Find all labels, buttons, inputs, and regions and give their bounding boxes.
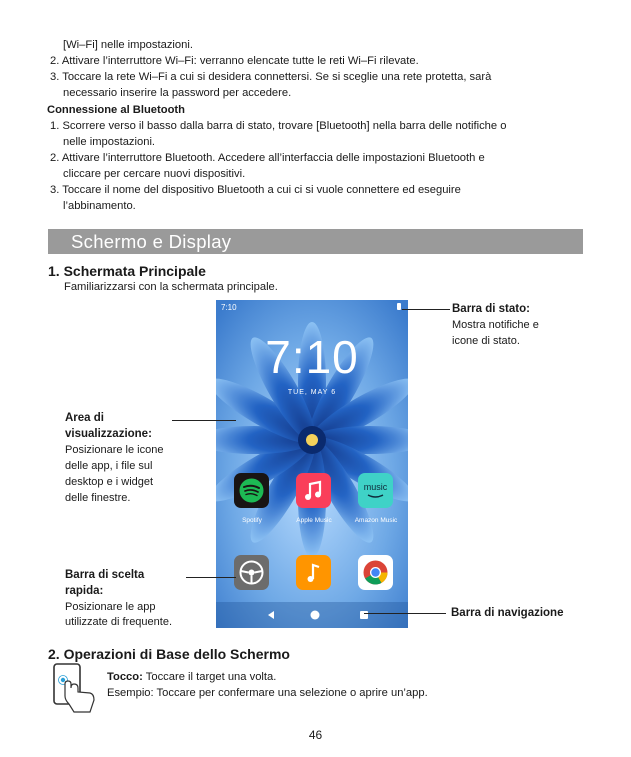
home-heading: 1. Schermata Principale [48,263,206,279]
display-annotation-title-2: visualizzazione: [65,428,152,440]
bluetooth-step-1b: nelle impostazioni. [63,136,156,148]
display-area-pointer [172,420,236,421]
bluetooth-heading: Connessione al Bluetooth [47,104,185,116]
nav-icons [216,602,408,628]
home-subtitle: Familiarizzarsi con la schermata principale. [64,281,278,293]
dock-annotation-title-1: Barra di scelta [65,569,145,581]
music-note-icon [296,555,331,590]
home-icon [311,611,320,620]
dock-music-app[interactable] [296,555,331,590]
dock-settings-app[interactable] [234,555,269,590]
tap-text: Toccare il target una volta. [142,671,277,683]
bluetooth-step-1a: 1. Scorrere verso il basso dalla barra di stato, trovare [Bluetooth] nella barra delle notifiche o [50,120,507,132]
amazon-music-app-icon[interactable] [358,473,393,508]
intro-line-3b: necessario inserire la password per accedere. [63,87,292,99]
apple-music-app-icon[interactable] [296,473,331,508]
spotify-app-icon[interactable] [234,473,269,508]
intro-line-1: [Wi–Fi] nelle impostazioni. [63,39,193,51]
amazon-music-icon-text: music [363,482,388,492]
bluetooth-step-2b: cliccare per cercare nuovi dispositivi. [63,168,246,180]
dock-annotation-title-2: rapida: [65,585,104,597]
tap-gesture-icon [50,662,100,716]
display-annotation-title-1: Area di [65,412,104,424]
app-label-amazon-music: Amazon Music [354,517,398,524]
intro-line-3a: 3. Toccare la rete Wi–Fi a cui si desidera connettersi. Se si sceglie una rete protetta, sarà [50,71,492,83]
dock-pointer [186,577,236,578]
bluetooth-step-3a: 3. Toccare il nome del dispositivo Bluetooth a cui ci si vuole connettere ed eseguire [50,184,461,196]
tap-description [107,669,276,685]
amazon-smile-icon [358,473,393,508]
app-label-apple-music: Apple Music [296,517,332,524]
status-bar-annotation-body-1: Mostra notifiche e [452,319,539,331]
spotify-icon [234,473,269,508]
nav-bar-annotation-title: Barra di navigazione [451,607,564,619]
status-bar-annotation-title: Barra di stato: [452,303,530,315]
display-annotation-body-1: Posizionare le icone [65,444,164,456]
section-header-bar [48,229,583,254]
app-label-spotify: Spotify [242,517,262,524]
dock-annotation-body-2: utilizzate di frequente. [65,616,173,628]
lock-date: TUE, MAY 6 [287,389,337,396]
tap-label: Tocco: [107,671,143,683]
lock-clock: 7:10 [265,331,359,383]
display-annotation-body-3: desktop e i widget [65,476,154,488]
status-bar-pointer [402,309,450,310]
dock-chrome-app[interactable] [358,555,393,590]
intro-line-2: 2. Attivare l’interruttore Wi–Fi: verranno elencate tutte le reti Wi–Fi rilevate. [50,55,419,67]
phone-home-screen [216,300,408,628]
nav-bar-pointer [364,613,446,614]
battery-icon [397,303,401,310]
page-number: 46 [308,728,323,742]
ops-heading: 2. Operazioni di Base dello Schermo [48,646,290,662]
status-bar-annotation-body-2: icone di stato. [452,335,520,347]
tap-example: Esempio: Toccare per confermare una selezione o aprire un’app. [107,687,428,699]
music-note-icon [296,473,331,508]
status-bar [216,300,408,314]
chrome-icon [358,555,393,590]
bluetooth-step-2a: 2. Attivare l’interruttore Bluetooth. Accedere all’interfaccia delle impostazioni Bluetooth e [50,152,485,164]
bluetooth-step-3b: l’abbinamento. [63,200,136,212]
display-annotation-body-2: delle app, i file sul [65,460,153,472]
status-time: 7:10 [221,303,237,312]
section-title: Schermo e Display [71,231,232,252]
navigation-bar [216,602,408,628]
dock-annotation-body-1: Posizionare le app [65,601,156,613]
steering-wheel-icon [234,555,269,590]
display-annotation-body-4: delle finestre. [65,492,131,504]
back-icon [268,611,274,619]
